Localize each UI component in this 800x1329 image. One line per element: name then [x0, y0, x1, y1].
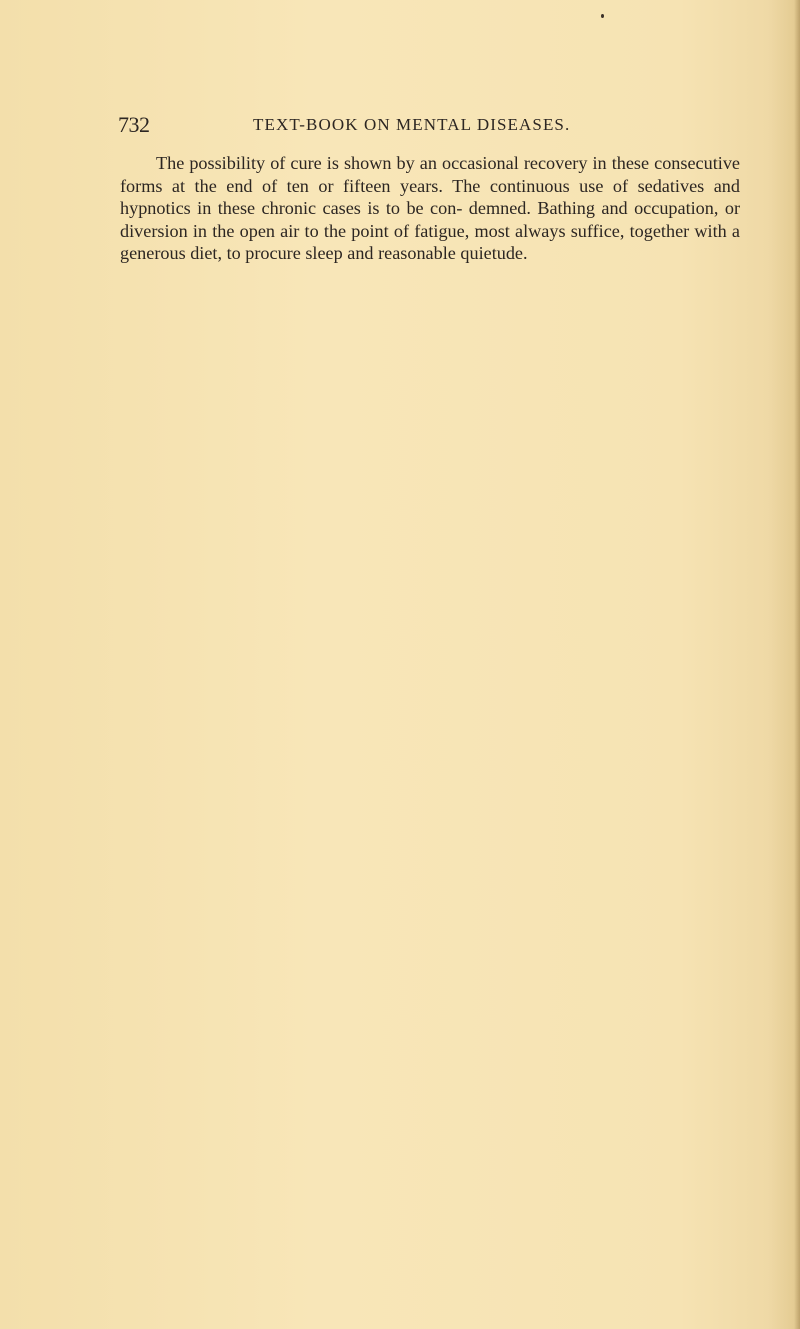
page-number: 732 [118, 112, 150, 137]
body-paragraph: The possibility of cure is shown by an occasional recovery in these consecutive forms at the end of ten or fifteen years. The continuous use of sedatives and hypnotics in these chronic cases is to be con- demned. Bathing and occupation, or diversion in the open air to the point of fatigue, most always suffice, together with a generous diet, to procure sleep and reasonable quietude. [120, 153, 740, 264]
page-edge-shadow [794, 0, 800, 1329]
print-speck [601, 14, 604, 18]
page-header [118, 112, 742, 138]
running-title: TEXT-BOOK ON MENTAL DISEASES. [253, 115, 571, 134]
